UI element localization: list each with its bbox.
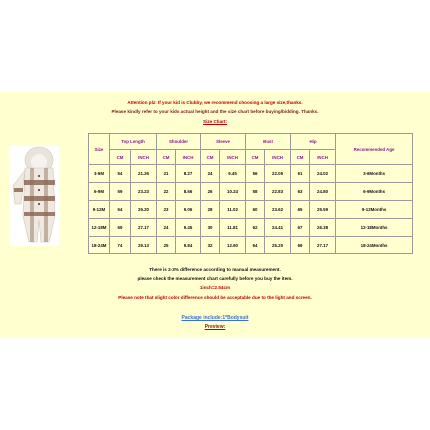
table-cell: 9.45: [176, 219, 201, 237]
unit-cm: CM: [201, 150, 220, 165]
table-cell: 9.06: [176, 201, 201, 219]
unit-cm: CM: [291, 150, 310, 165]
table-cell: 65: [291, 201, 310, 219]
table-cell: 24: [157, 219, 176, 237]
table-row: [89, 201, 413, 219]
size-cell: 6-9M: [89, 183, 110, 201]
table-cell: 60: [246, 201, 265, 219]
table-cell: 59: [110, 183, 131, 201]
attention-label: Attention plz:: [127, 100, 157, 105]
product-photo: [9, 146, 59, 246]
table-cell: 11.02: [220, 201, 246, 219]
table-cell: 58: [246, 183, 265, 201]
attention-text: If your kid is Clubby, we recommend choosing a large size,thanks.: [156, 100, 303, 105]
refer-note: Please kindly refer to your kids actual height and the size chart before buying/bidding. Thanks.: [111, 109, 319, 114]
difference-note: There is 2-3% difference according to manual measurement.: [149, 267, 281, 272]
table-cell: 64: [246, 237, 265, 254]
age-cell: 9-12Months: [336, 201, 413, 219]
table-cell: 25.59: [310, 201, 336, 219]
unit-cm: CM: [246, 150, 265, 165]
table-cell: 69: [291, 237, 310, 254]
table-cell: 32: [201, 237, 220, 254]
inch-conversion: 1inch=2.54cm: [199, 285, 231, 290]
table-cell: 21.26: [131, 165, 157, 183]
table-cell: 23.23: [131, 183, 157, 201]
group-header-sleeve: Sleeve: [201, 134, 246, 150]
size-cell: 18-24M: [89, 237, 110, 254]
table-cell: 27.17: [310, 237, 336, 254]
table-cell: 24.80: [310, 183, 336, 201]
table-cell: 74: [110, 237, 131, 254]
package-include: Package include:1*Bodysuit: [181, 315, 249, 321]
unit-inch: INCH: [310, 150, 336, 165]
table-cell: 8.27: [176, 165, 201, 183]
table-cell: 22.05: [265, 165, 291, 183]
table-cell: 23.62: [265, 201, 291, 219]
size-cell: 9-12M: [89, 201, 110, 219]
table-cell: 9.84: [176, 237, 201, 254]
table-cell: 10.24: [220, 183, 246, 201]
table-row: [89, 165, 413, 183]
table-cell: 67: [291, 219, 310, 237]
table-cell: 28: [201, 201, 220, 219]
table-cell: 26.38: [310, 219, 336, 237]
table-cell: 24.41: [265, 219, 291, 237]
group-header-bust: Bust: [246, 134, 291, 150]
table-cell: 8.66: [176, 183, 201, 201]
size-header: Size: [89, 134, 110, 165]
table-cell: 24.02: [310, 165, 336, 183]
table-cell: 12.60: [220, 237, 246, 254]
color-difference-note: Please note that slight color difference should be acceptable due to the light and screen.: [118, 295, 312, 300]
check-chart-note: please check the measurement chart carefully before you buy the item.: [137, 276, 293, 281]
age-cell: 12-18Months: [336, 219, 413, 237]
recommended-age-header: Recommended Age: [336, 134, 413, 165]
unit-inch: INCH: [265, 150, 291, 165]
preview-label: Preview:: [204, 324, 226, 330]
group-header-shoulder: Shoulder: [157, 134, 201, 150]
table-row: [89, 237, 413, 254]
table-cell: 62: [246, 219, 265, 237]
unit-inch: INCH: [176, 150, 201, 165]
table-cell: 25: [157, 237, 176, 254]
age-cell: 18-24Months: [336, 237, 413, 254]
table-cell: 27.17: [131, 219, 157, 237]
table-cell: 22: [157, 183, 176, 201]
group-header-top-length: Top Length: [110, 134, 157, 150]
table-row: [89, 219, 413, 237]
table-cell: 21: [157, 165, 176, 183]
unit-cm: CM: [110, 150, 131, 165]
table-cell: 25.20: [131, 201, 157, 219]
table-cell: 64: [110, 201, 131, 219]
age-cell: 6-9Months: [336, 183, 413, 201]
table-cell: 26: [201, 183, 220, 201]
size-table: [88, 133, 413, 254]
attention-note: [0, 100, 430, 105]
table-cell: 22.83: [265, 183, 291, 201]
age-cell: 3-6Months: [336, 165, 413, 183]
table-cell: 54: [110, 165, 131, 183]
table-cell: 69: [110, 219, 131, 237]
table-cell: 11.81: [220, 219, 246, 237]
table-cell: 30: [201, 219, 220, 237]
size-chart-title: Size Chart:: [203, 119, 227, 124]
table-cell: 56: [246, 165, 265, 183]
table-cell: 24: [201, 165, 220, 183]
table-cell: 61: [291, 165, 310, 183]
unit-cm: CM: [157, 150, 176, 165]
size-cell: 3-6M: [89, 165, 110, 183]
size-cell: 12-18M: [89, 219, 110, 237]
table-cell: 9.45: [220, 165, 246, 183]
unit-inch: INCH: [220, 150, 246, 165]
table-cell: 63: [291, 183, 310, 201]
bodysuit-image: [9, 146, 59, 246]
table-cell: 23: [157, 201, 176, 219]
table-cell: 25.20: [265, 237, 291, 254]
table-row: [89, 183, 413, 201]
table-cell: 29.13: [131, 237, 157, 254]
group-header-hip: Hip: [291, 134, 336, 150]
unit-inch: INCH: [131, 150, 157, 165]
